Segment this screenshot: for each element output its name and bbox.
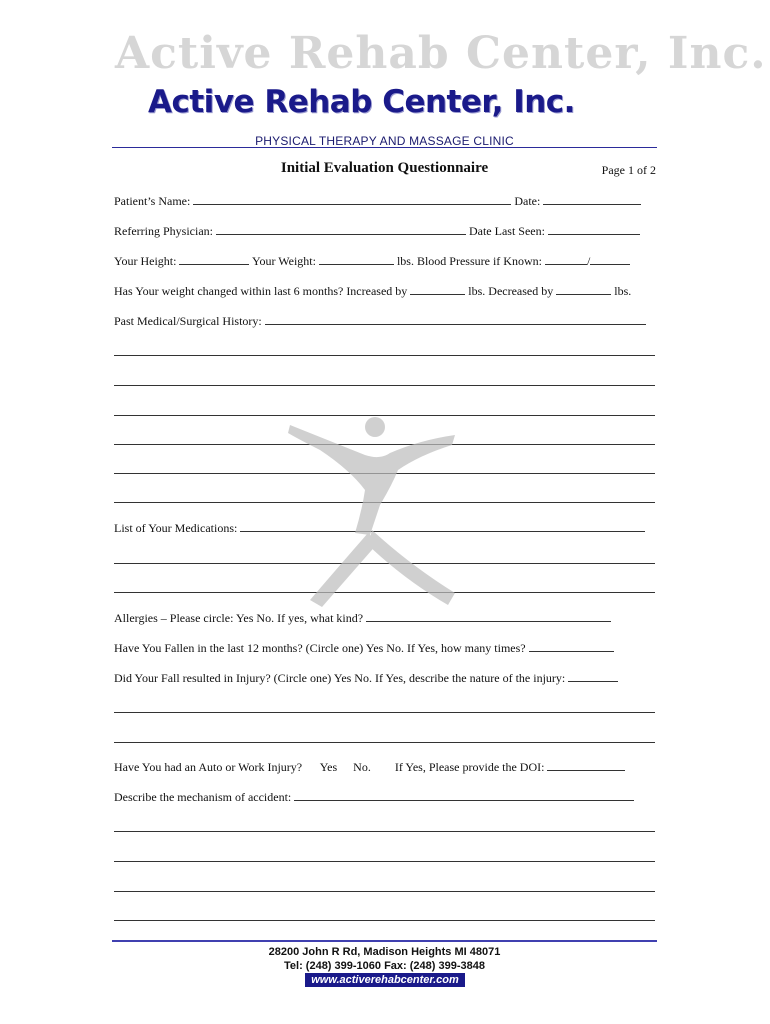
- patient-name-row: [114, 193, 659, 209]
- logo-watermark: Active Rehab Center, Inc.: [115, 28, 767, 79]
- height-field[interactable]: [179, 253, 249, 265]
- dancer-watermark-icon: [280, 415, 460, 625]
- fall-injury-label: Did Your Fall resulted in Injury? (Circle one) Yes No. If Yes, describe the nature of the injury:: [114, 671, 566, 685]
- fallen-times-field[interactable]: [529, 640, 614, 652]
- website-link[interactable]: www.activerehabcenter.com: [305, 973, 465, 987]
- mechanism-line[interactable]: [114, 920, 655, 921]
- weight-change-row: [114, 283, 659, 299]
- weight-decreased-field[interactable]: [556, 283, 611, 295]
- mechanism-field[interactable]: [294, 789, 634, 801]
- history-field[interactable]: [265, 313, 646, 325]
- weight-increased-field[interactable]: [410, 283, 465, 295]
- page-number: Page 1 of 2: [601, 163, 656, 177]
- patient-name-field[interactable]: [193, 193, 511, 205]
- bp-diastolic-field[interactable]: [590, 253, 630, 265]
- fallen-label: Have You Fallen in the last 12 months? (Circle one) Yes No. If Yes, how many times?: [114, 641, 526, 655]
- mechanism-line[interactable]: [114, 831, 655, 832]
- fall-injury-field[interactable]: [568, 670, 618, 682]
- referring-physician-row: [114, 223, 659, 239]
- referring-physician-label: Referring Physician:: [114, 224, 213, 238]
- logo: Active Rehab Center, Inc.: [148, 84, 575, 120]
- mechanism-label: Describe the mechanism of accident:: [114, 790, 292, 804]
- auto-injury-label: Have You had an Auto or Work Injury?: [114, 760, 303, 774]
- lbs-label: lbs.: [614, 284, 632, 298]
- patient-name-label: Patient’s Name:: [114, 194, 191, 208]
- date-field[interactable]: [543, 193, 641, 205]
- footer-phone: Tel: (248) 399-1060 Fax: (248) 399-3848: [284, 960, 485, 972]
- fall-injury-row: [114, 670, 659, 686]
- decreased-label: lbs. Decreased by: [468, 284, 554, 298]
- date-last-seen-field[interactable]: [548, 223, 640, 235]
- doi-label: If Yes, Please provide the DOI:: [394, 760, 545, 774]
- mechanism-line[interactable]: [114, 861, 655, 862]
- vitals-row: [114, 253, 659, 269]
- medications-label: List of Your Medications:: [114, 521, 238, 535]
- fallen-row: [114, 640, 659, 656]
- history-line[interactable]: [114, 355, 655, 356]
- referring-physician-field[interactable]: [216, 223, 466, 235]
- history-line[interactable]: [114, 385, 655, 386]
- auto-injury-yes[interactable]: Yes: [319, 760, 338, 774]
- form-title: Initial Evaluation Questionnaire: [280, 160, 489, 176]
- footer-divider: [112, 940, 657, 942]
- fall-injury-line[interactable]: [114, 742, 655, 743]
- height-label: Your Height:: [114, 254, 177, 268]
- mechanism-line[interactable]: [114, 891, 655, 892]
- history-row: [114, 313, 659, 329]
- weight-label: Your Weight:: [252, 254, 316, 268]
- allergies-label: Allergies – Please circle: Yes No. If yes, what kind?: [114, 611, 364, 625]
- weight-change-label: Has Your weight changed within last 6 months? Increased by: [114, 284, 408, 298]
- auto-injury-no[interactable]: No.: [353, 760, 371, 774]
- clinic-subtitle: PHYSICAL THERAPY AND MASSAGE CLINIC: [255, 134, 514, 148]
- header-divider: [112, 147, 657, 148]
- auto-injury-row: [114, 759, 659, 775]
- bp-slash: /: [586, 254, 591, 268]
- date-label: Date:: [514, 194, 541, 208]
- fall-injury-line[interactable]: [114, 712, 655, 713]
- blood-pressure-label: lbs. Blood Pressure if Known:: [396, 254, 542, 268]
- bp-systolic-field[interactable]: [545, 253, 587, 265]
- mechanism-row: [114, 789, 659, 805]
- doi-field[interactable]: [547, 759, 625, 771]
- weight-field[interactable]: [319, 253, 394, 265]
- history-label: Past Medical/Surgical History:: [114, 314, 262, 328]
- footer-address: 28200 John R Rd, Madison Heights MI 48071: [268, 946, 501, 958]
- date-last-seen-label: Date Last Seen:: [468, 224, 545, 238]
